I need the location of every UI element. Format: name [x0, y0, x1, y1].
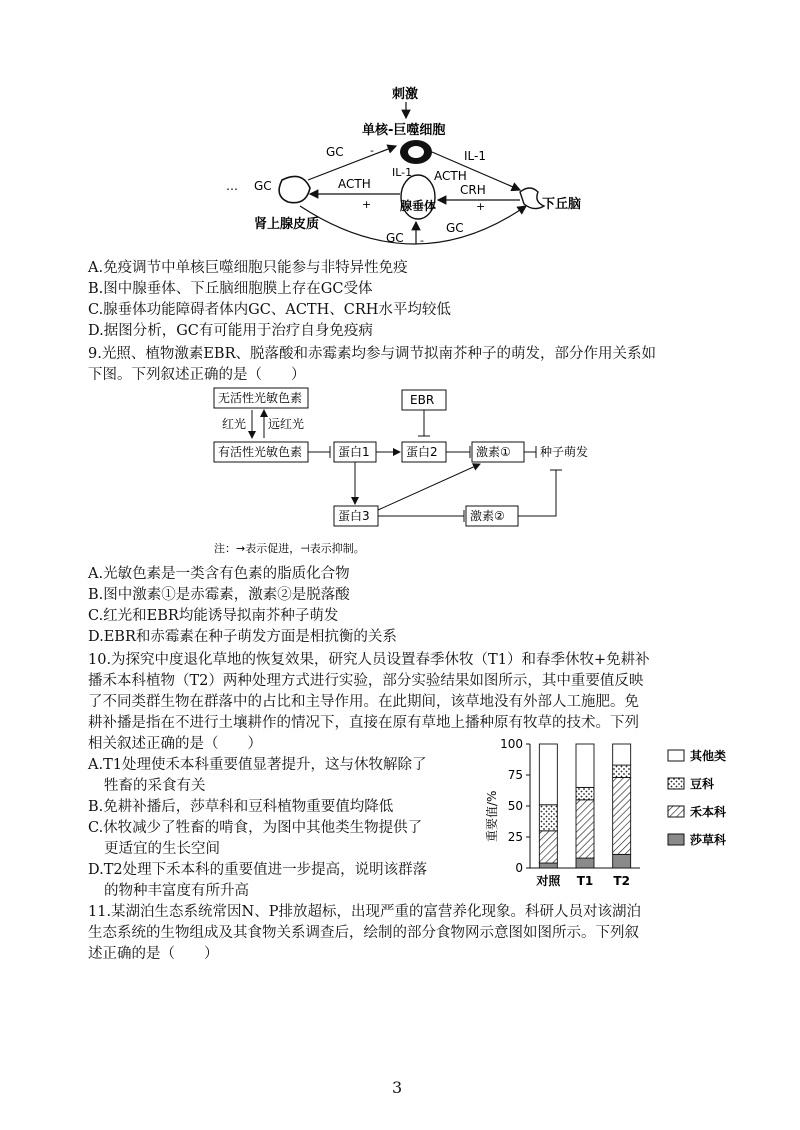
svg-text:蛋白1: 蛋白1 — [338, 445, 370, 459]
bar-segment — [539, 863, 557, 868]
q8-option-b: B.图中腺垂体、下丘脑细胞膜上存在GC受体 — [88, 281, 373, 297]
svg-text:有活性光敏色素: 有活性光敏色素 — [218, 445, 303, 459]
svg-text:-: - — [370, 144, 374, 157]
bar-segment — [576, 787, 594, 799]
y-tick-label: 50 — [507, 799, 523, 813]
y-tick-label: 25 — [507, 830, 523, 844]
q10-option-a-cont: 牲畜的采食有关 — [104, 778, 206, 794]
x-tick-label: T1 — [576, 874, 594, 888]
svg-text:+: + — [476, 200, 486, 213]
q9-option-c: C.红光和EBR均能诱导拟南芥种子萌发 — [88, 608, 339, 624]
x-tick-label: 对照 — [536, 874, 561, 888]
adrenal-icon — [279, 176, 310, 202]
germination-regulation-diagram — [210, 386, 610, 566]
q10-option-d: D.T2处理下禾本科的重要值进一步提高，说明该群落 — [88, 862, 428, 878]
svg-text:激素②: 激素② — [470, 509, 505, 523]
hormone-regulation-diagram — [220, 82, 600, 257]
q10-stem-line2: 播禾本科植物（T2）两种处理方式进行实验，部分实验结果如图所示，其中重要值反映 — [88, 673, 644, 689]
gc-label-bottom: GC — [386, 231, 404, 245]
q8-option-c: C.腺垂体功能障碍者体内GC、ACTH、CRH水平均较低 — [88, 302, 451, 318]
crh-label: CRH — [460, 183, 486, 197]
q9-option-b: B.图中激素①是赤霉素，激素②是脱落酸 — [88, 587, 350, 603]
q10-option-a: A.T1处理使禾本科重要值显著提升，这与休牧解除了 — [88, 757, 427, 773]
q10-option-d-cont: 的物种丰富度有所升高 — [104, 883, 249, 899]
bar-segment — [613, 744, 631, 765]
bar-segment — [576, 800, 594, 858]
q11-stem-line1: 11.某湖泊生态系统常因N、P排放超标，出现严重的富营养化现象。科研人员对该湖泊 — [88, 904, 642, 920]
bar-segment — [539, 744, 557, 805]
y-tick-label: 75 — [507, 768, 523, 782]
legend-swatch — [668, 834, 684, 845]
acth-label: ACTH — [338, 177, 371, 191]
gc-output-label: GC — [254, 179, 272, 193]
bar-segment — [613, 854, 631, 868]
il1-label-center: IL-1 — [392, 166, 413, 179]
svg-text:…: … — [226, 179, 238, 193]
x-tick-label: T2 — [613, 874, 630, 888]
bar-segment — [613, 765, 631, 777]
q11-stem-line2: 生态系统的生物组成及其食物关系调查后，绘制的部分食物网示意图如图所示。下列叙 — [88, 925, 639, 941]
gc-label-bottom-right: GC — [446, 221, 464, 235]
bar-segment — [539, 831, 557, 863]
bar-segment — [613, 777, 631, 854]
pituitary-label: 腺垂体 — [400, 199, 437, 213]
importance-value-chart — [480, 730, 770, 900]
legend-swatch — [668, 806, 684, 817]
y-tick-label: 100 — [500, 737, 523, 751]
germination-label: 种子萌发 — [540, 445, 589, 459]
legend-label: 豆科 — [690, 777, 715, 791]
legend-swatch — [668, 750, 684, 761]
adrenal-label: 肾上腺皮质 — [254, 217, 320, 232]
svg-text:+: + — [362, 198, 372, 211]
stimulus-label: 刺激 — [392, 87, 419, 102]
macrophage-label: 单核-巨噬细胞 — [362, 123, 446, 138]
svg-text:无活性光敏色素: 无活性光敏色素 — [218, 391, 303, 405]
svg-text:-: - — [420, 234, 424, 247]
q10-stem-line3: 了不同类群生物在群落中的占比和主导作用。在此期间，该草地没有外部人工施肥。免 — [88, 694, 639, 710]
q9-stem-line1: 9.光照、植物激素EBR、脱落酸和赤霉素均参与调节拟南芥种子的萌发，部分作用关系如 — [88, 346, 656, 362]
bar-segment — [576, 744, 594, 787]
q10-option-c: C.休牧减少了牲畜的啃食，为图中其他类生物提供了 — [88, 820, 423, 836]
hypothalamus-label: 下丘脑 — [542, 197, 582, 212]
svg-text:蛋白3: 蛋白3 — [338, 509, 370, 523]
q10-stem-line1: 10.为探究中度退化草地的恢复效果，研究人员设置春季休牧（T1）和春季休牧+免耕补 — [88, 652, 650, 668]
q9-stem-line2: 下图。下列叙述正确的是（ ） — [88, 367, 306, 383]
chart-ylabel: 重要值/% — [485, 790, 499, 842]
red-light-label: 红光 — [222, 417, 247, 431]
svg-text:激素①: 激素① — [476, 445, 511, 459]
q10-stem-line4: 耕补播是指在不进行土壤耕作的情况下，直接在原有草地上播种原有牧草的技术。下列 — [88, 715, 639, 731]
svg-text:EBR: EBR — [410, 393, 435, 407]
legend-label: 莎草科 — [690, 833, 727, 847]
il1-label-right: IL-1 — [464, 149, 486, 163]
q9-note: 注：→表示促进，⊣表示抑制。 — [214, 542, 365, 555]
q9-option-a: A.光敏色素是一类含有色素的脂质化合物 — [88, 566, 350, 582]
q8-option-a: A.免疫调节中单核巨噬细胞只能参与非特异性免疫 — [88, 260, 408, 276]
q10-stem-line5: 相关叙述正确的是（ ） — [88, 736, 262, 752]
legend-swatch — [668, 778, 684, 789]
bar-segment — [539, 805, 557, 831]
bar-segment — [576, 858, 594, 868]
q8-option-d: D.据图分析，GC有可能用于治疗自身免疫病 — [88, 323, 373, 339]
legend-label: 其他类 — [690, 749, 727, 763]
gc-label-upper: GC — [326, 145, 344, 159]
q10-option-b: B.免耕补播后，莎草科和豆科植物重要值均降低 — [88, 799, 394, 815]
page-number: 3 — [392, 1078, 403, 1097]
far-red-label: 远红光 — [268, 417, 305, 431]
q11-stem-line3: 述正确的是（ ） — [88, 946, 219, 962]
hypothalamus-icon — [520, 188, 544, 209]
acth-label-upper: ACTH — [434, 169, 467, 183]
q9-option-d: D.EBR和赤霉素在种子萌发方面是相抗衡的关系 — [88, 629, 397, 645]
y-tick-label: 0 — [515, 861, 523, 875]
legend-label: 禾本科 — [690, 805, 727, 819]
svg-text:蛋白2: 蛋白2 — [406, 445, 438, 459]
q10-option-c-cont: 更适宜的生长空间 — [104, 841, 220, 857]
